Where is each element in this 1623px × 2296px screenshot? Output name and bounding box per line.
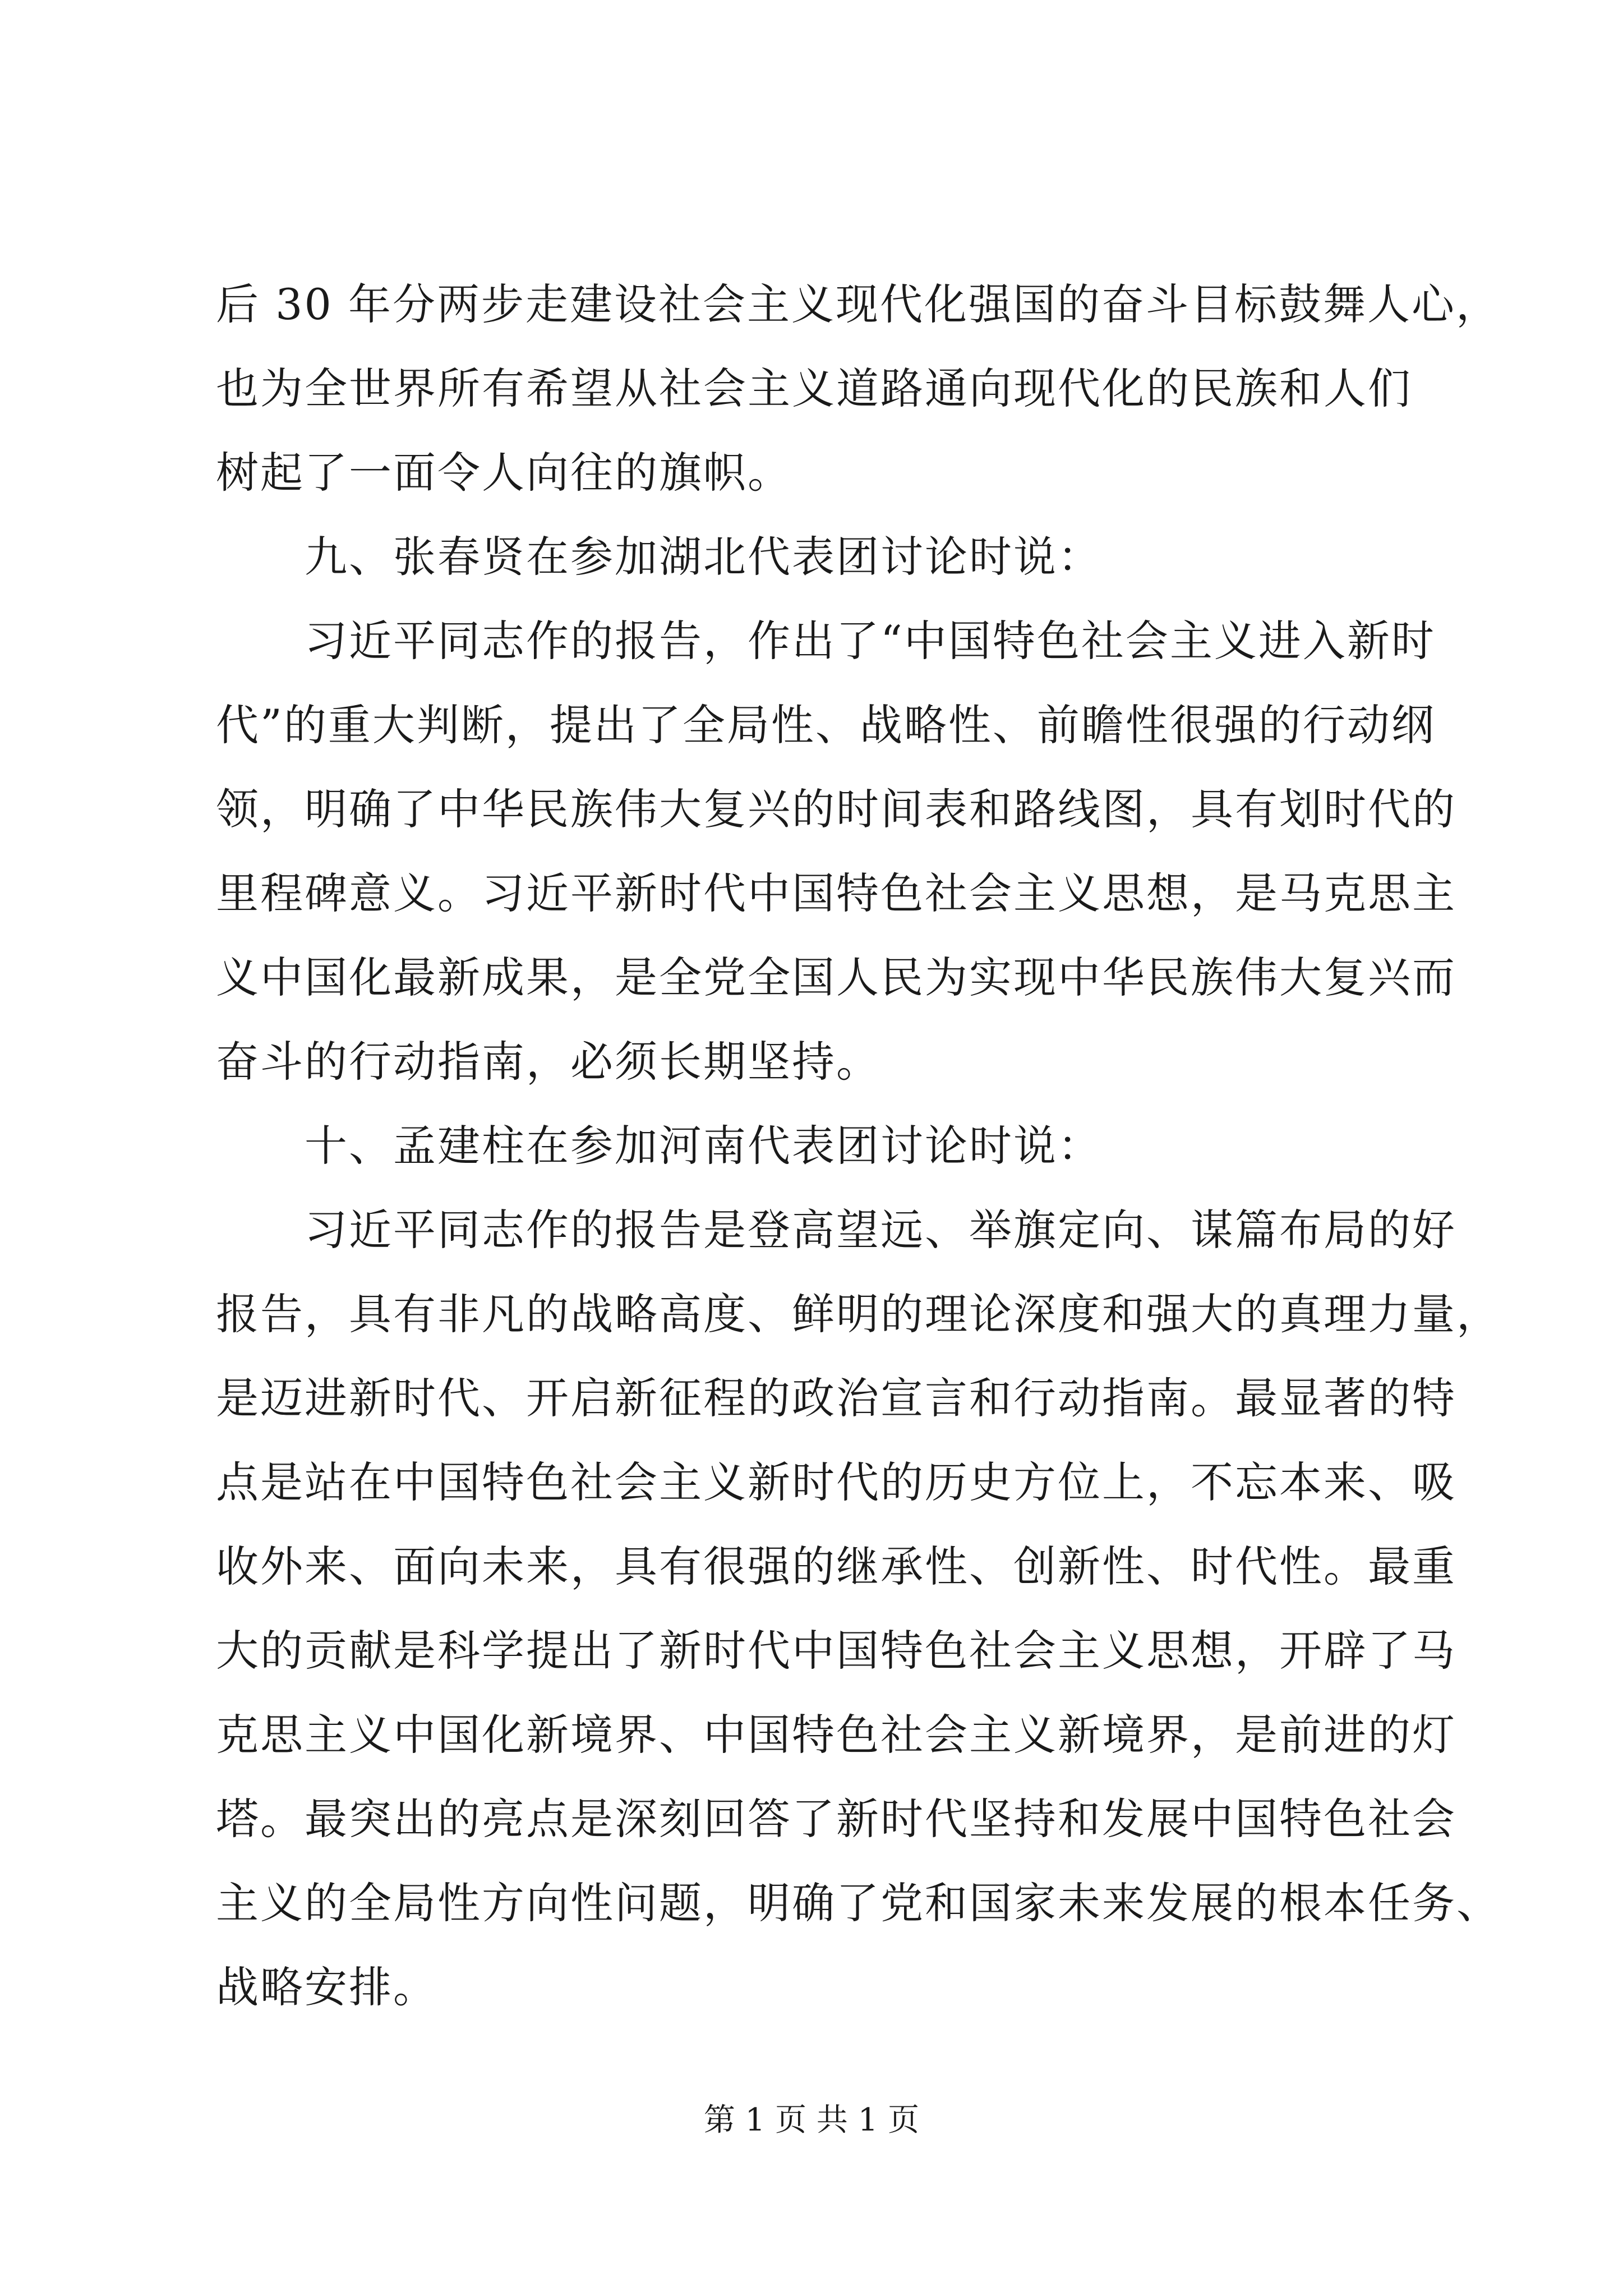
text-line-13: 报告，具有非凡的战略高度、鲜明的理论深度和强大的真理力量，: [216, 1289, 1501, 1339]
text-line-2: 也为全世界所有希望从社会主义道路通向现代化的民族和人们: [216, 364, 1412, 413]
text-line-7: 领，明确了中华民族伟大复兴的时间表和路线图，具有划时代的: [216, 784, 1456, 834]
text-line-16: 收外来、面向未来，具有很强的继承性、创新性、时代性。最重: [216, 1542, 1456, 1591]
section-heading-nine: 九、张春贤在参加湖北代表团讨论时说：: [305, 532, 1102, 582]
text-line-12: 习近平同志作的报告是登高望远、举旗定向、谋篇布局的好: [305, 1205, 1456, 1255]
text-line-1: 后 30 年分两步走建设社会主义现代化强国的奋斗目标鼓舞人心，: [216, 279, 1501, 329]
text-line-15: 点是站在中国特色社会主义新时代的历史方位上，不忘本来、吸: [216, 1457, 1456, 1507]
text-line-21: 战略安排。: [216, 1962, 437, 2012]
text-line-17: 大的贡献是科学提出了新时代中国特色社会主义思想，开辟了马: [216, 1626, 1456, 1676]
text-line-3: 树起了一面令人向往的旗帜。: [216, 448, 792, 498]
text-line-10: 奋斗的行动指南，必须长期坚持。: [216, 1037, 880, 1087]
text-line-8: 里程碑意义。习近平新时代中国特色社会主义思想，是马克思主: [216, 868, 1456, 918]
text-line-14: 是迈进新时代、开启新征程的政治宣言和行动指南。最显著的特: [216, 1373, 1456, 1423]
body-text: [216, 263, 1501, 2030]
page-number-footer: 第 1 页 共 1 页: [703, 2102, 920, 2138]
text-line-5: 习近平同志作的报告，作出了“中国特色社会主义进入新时: [305, 616, 1436, 666]
text-line-9: 义中国化最新成果，是全党全国人民为实现中华民族伟大复兴而: [216, 953, 1456, 1002]
text-line-20: 主义的全局性方向性问题，明确了党和国家未来发展的根本任务、: [216, 1878, 1501, 1928]
text-line-19: 塔。最突出的亮点是深刻回答了新时代坚持和发展中国特色社会: [216, 1794, 1456, 1844]
text-line-18: 克思主义中国化新境界、中国特色社会主义新境界，是前进的灯: [216, 1710, 1456, 1760]
text-line-6: 代”的重大判断，提出了全局性、战略性、前瞻性很强的行动纲: [216, 700, 1436, 750]
section-heading-ten: 十、孟建柱在参加河南代表团讨论时说：: [305, 1121, 1102, 1171]
